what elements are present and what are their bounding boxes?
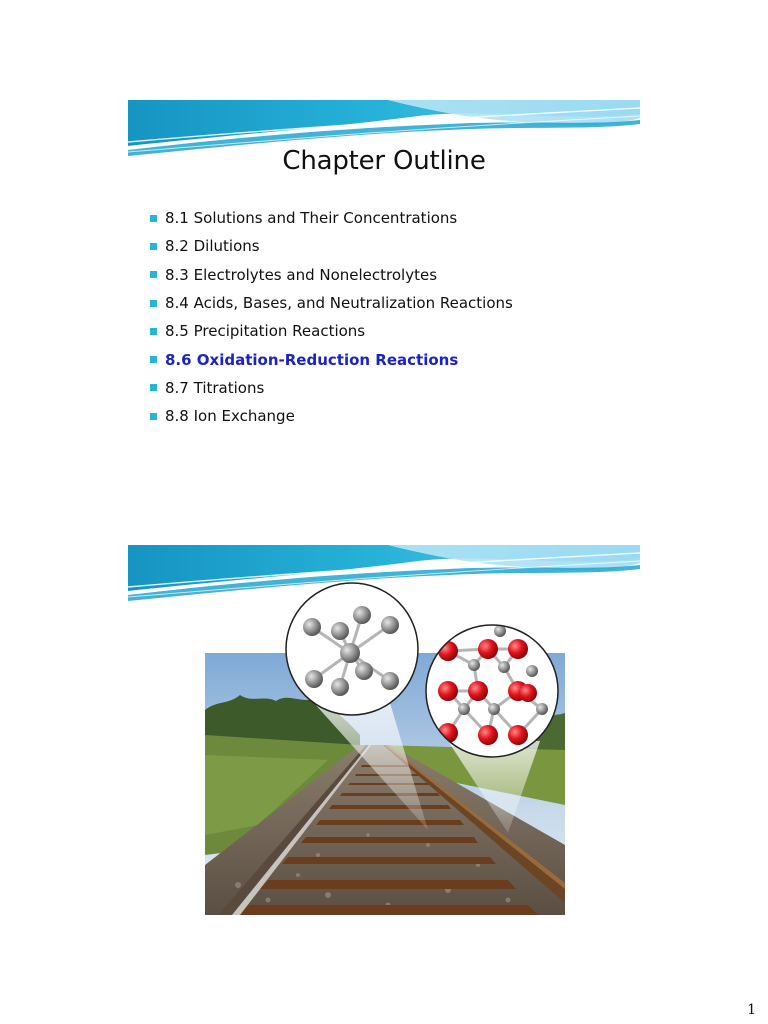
slide-rust-illustration (128, 545, 640, 929)
square-bullet-icon (150, 328, 157, 335)
slide-title: Chapter Outline (282, 146, 486, 176)
outline-item-label: 8.7 Titrations (165, 378, 265, 397)
iron-oxide-model (426, 625, 558, 757)
square-bullet-icon (150, 215, 157, 222)
outline-item-label: 8.4 Acids, Bases, and Neutralization Reactions (165, 294, 513, 313)
square-bullet-icon (150, 384, 157, 391)
outline-item-label: 8.1 Solutions and Their Concentrations (165, 209, 458, 228)
iron-atom-model (286, 583, 418, 715)
outline-item-8-7 (150, 374, 513, 402)
railroad-rust-illustration (128, 545, 640, 929)
outline-item-8-6-current (150, 345, 513, 373)
page-number: 1 (747, 1002, 756, 1018)
square-bullet-icon (150, 300, 157, 307)
square-bullet-icon (150, 271, 157, 278)
slide-chapter-outline (128, 100, 640, 484)
outline-item-8-3 (150, 261, 513, 289)
outline-item-8-1 (150, 204, 513, 232)
chapter-outline-list (150, 204, 513, 430)
square-bullet-icon (150, 243, 157, 250)
outline-item-label: 8.3 Electrolytes and Nonelectrolytes (165, 265, 438, 284)
outline-item-label: 8.2 Dilutions (165, 237, 260, 256)
square-bullet-icon (150, 356, 157, 363)
outline-item-label: 8.8 Ion Exchange (165, 407, 295, 426)
outline-item-8-2 (150, 232, 513, 260)
outline-item-label: 8.6 Oxidation-Reduction Reactions (165, 350, 459, 369)
square-bullet-icon (150, 413, 157, 420)
outline-item-8-4 (150, 289, 513, 317)
outline-item-8-5 (150, 317, 513, 345)
outline-item-label: 8.5 Precipitation Reactions (165, 322, 366, 341)
outline-item-8-8 (150, 402, 513, 430)
